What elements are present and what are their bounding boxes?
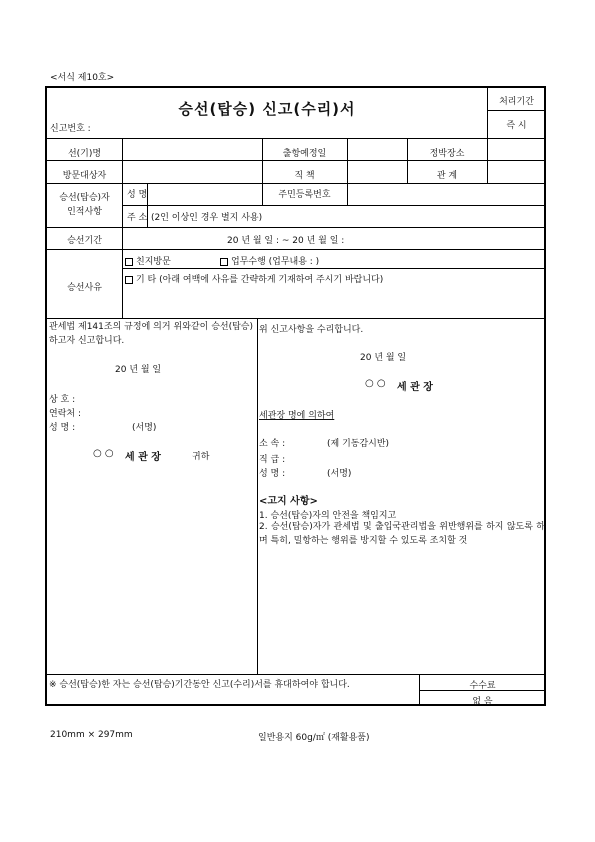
trade-name-label: 상 호 : bbox=[49, 395, 76, 405]
by-order-line: 세관장 명에 의하여 bbox=[259, 411, 335, 421]
paper-spec: 일반용지 60g/㎡ (재활용품) bbox=[258, 733, 370, 743]
form-frame bbox=[45, 86, 546, 706]
checkbox-family[interactable] bbox=[125, 258, 133, 266]
affiliation-value: (제 기동감시반) bbox=[327, 439, 390, 449]
affiliation-label: 소 속 : bbox=[259, 439, 286, 449]
divider bbox=[122, 205, 546, 206]
customs-prefix-right: ○ ○ bbox=[365, 378, 386, 389]
reporter-name-label: 성 명 : bbox=[49, 423, 76, 433]
customs-head-left: 세 관 장 bbox=[125, 452, 161, 463]
divider bbox=[47, 160, 546, 161]
report-statement: 관세법 제141조의 규정에 의거 위와같이 승선(탑승)하고자 신고합니다. bbox=[49, 322, 253, 346]
customs-head-right: 세 관 장 bbox=[397, 382, 433, 393]
divider bbox=[122, 227, 123, 249]
report-number-label: 신고번호 : bbox=[50, 124, 91, 134]
boarding-period-value: 20 년 월 일 : ~ 20 년 월 일 : bbox=[227, 236, 345, 246]
processing-period-label: 처리기간 bbox=[499, 97, 534, 107]
addressee-suffix: 귀하 bbox=[192, 452, 210, 462]
form-number: <서식 제10호> bbox=[50, 73, 115, 83]
reason-option-other-label: 기 타 (아래 여백에 사유를 간략하게 기재하여 주시기 바랍니다) bbox=[136, 275, 384, 285]
checkbox-other[interactable] bbox=[125, 276, 133, 284]
carry-notice: ※ 승선(탑승)한 자는 승선(탑승)기간동안 신고(수리)서를 휴대하여야 합니다. bbox=[49, 680, 350, 690]
reason-option-other[interactable] bbox=[125, 272, 383, 285]
notice-item-2: 2. 승선(탑승)자가 관세법 및 출입국관리법을 위반행위를 하지 않도록 하며 특히, 밀항하는 행위를 방지할 수 있도록 조치할 것 bbox=[259, 522, 545, 546]
boarder-address-label: 주 소 bbox=[127, 213, 148, 223]
acceptance-statement: 위 신고사항을 수리합니다. bbox=[259, 325, 364, 335]
resident-number-label: 주민등록번호 bbox=[278, 190, 331, 200]
fee-label: 수수료 bbox=[469, 681, 496, 691]
paper-size: 210mm × 297mm bbox=[50, 730, 133, 740]
reason-option-family[interactable] bbox=[125, 254, 171, 267]
notice-item-1: 1. 승선(탑승)자의 안전을 책임지고 bbox=[259, 511, 397, 521]
reason-option-business-label: 업무수행 (업무내용 : ) bbox=[231, 257, 320, 267]
boarder-name-label: 성 명 bbox=[127, 190, 148, 200]
berth-label: 정박장소 bbox=[429, 149, 465, 159]
contact-label: 연락처 : bbox=[49, 409, 81, 419]
notice-title: <고지 사항> bbox=[259, 496, 318, 507]
reason-option-business[interactable] bbox=[220, 254, 319, 267]
boarder-info-label: 승선(탑승)자 인적사항 bbox=[59, 193, 110, 217]
processing-period-value: 즉 시 bbox=[506, 121, 527, 131]
address-note: (2인 이상인 경우 별지 사용) bbox=[151, 213, 263, 223]
visit-target-label: 방문대상자 bbox=[62, 171, 107, 181]
officer-name-label: 성 명 : bbox=[259, 469, 286, 479]
position-label: 직 책 bbox=[294, 171, 315, 181]
officer-signature: (서명) bbox=[327, 469, 352, 479]
boarding-period-label: 승선기간 bbox=[67, 236, 102, 246]
departure-date-label: 출항예정일 bbox=[282, 149, 327, 159]
divider bbox=[47, 318, 546, 319]
divider bbox=[257, 318, 258, 674]
rank-label: 직 급 : bbox=[259, 455, 286, 465]
reason-option-family-label: 친지방문 bbox=[136, 257, 171, 267]
fee-value: 없 음 bbox=[472, 697, 493, 707]
boarding-reason-label: 승선사유 bbox=[67, 283, 102, 293]
relation-label: 관 계 bbox=[436, 171, 458, 181]
divider bbox=[47, 674, 546, 675]
ship-name-label: 선(기)명 bbox=[67, 149, 102, 159]
form-title: 승선(탑승) 신고(수리)서 bbox=[178, 100, 356, 118]
customs-prefix-left: ○ ○ bbox=[93, 448, 114, 459]
divider bbox=[487, 110, 546, 111]
divider bbox=[122, 249, 123, 318]
divider bbox=[347, 183, 348, 205]
checkbox-business[interactable] bbox=[220, 258, 228, 266]
report-date: 20 년 월 일 bbox=[115, 365, 162, 375]
divider bbox=[122, 268, 546, 269]
reporter-signature: (서명) bbox=[132, 423, 157, 433]
divider bbox=[419, 690, 546, 691]
acceptance-date: 20 년 월 일 bbox=[360, 353, 407, 363]
